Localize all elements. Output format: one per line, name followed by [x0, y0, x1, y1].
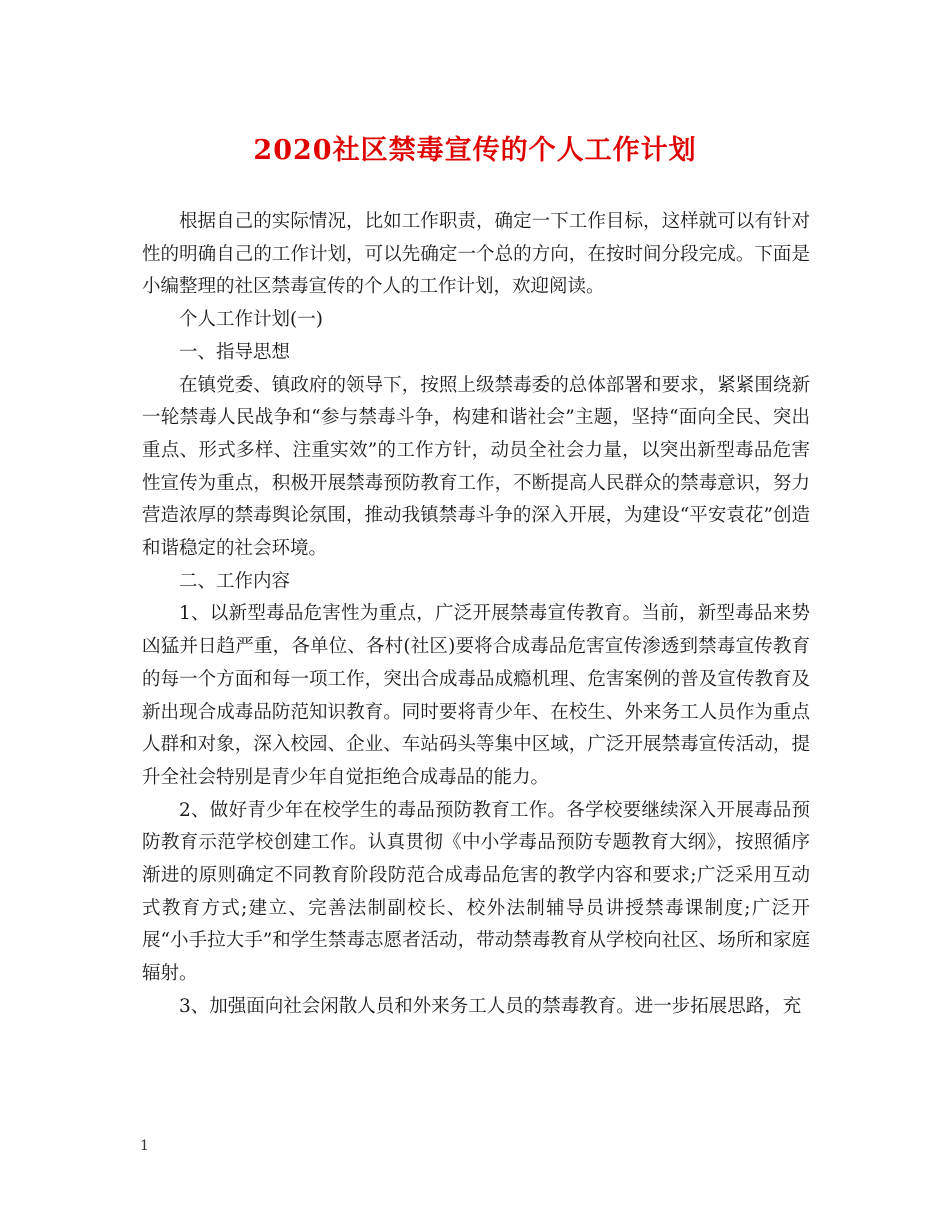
work-content-item-3: 3、加强面向社会闲散人员和外来务工人员的禁毒教育。进一步拓展思路，充 [179, 995, 802, 1017]
section-heading-plan-one: 个人工作计划(一) [179, 309, 323, 331]
section-heading-work-content: 二、工作内容 [179, 570, 291, 592]
guiding-thought-paragraph: 在镇党委、镇政府的领导下，按照上级禁毒委的总体部署和要求，紧紧围绕新一轮禁毒人民战争和“参与禁毒斗争，构建和谐社会”主题，坚持“面向全民、突出重点、形式多样、注重实效”的工作方针，动员全社会力量，以突出新型毒品危害性宣传为重点，积极开展禁毒预防教育工作，不断提高人民群众的禁毒意识，努力营造浓厚的禁毒舆论氛围，推动我镇禁毒斗争的深入开展，为建设“平安袁花”创造和谐稳定的社会环境。 [142, 374, 810, 560]
document-body [142, 206, 810, 1024]
work-content-item-2: 2、做好青少年在校学生的毒品预防教育工作。各学校要继续深入开展毒品预防教育示范学校创建工作。认真贯彻《中小学毒品预防专题教育大纲》，按照循序渐进的原则确定不同教育阶段防范合成毒品危害的教学内容和要求;广泛采用互动式教育方式;建立、完善法制副校长、校外法制辅导员讲授禁毒课制度;广泛开展“小手拉大手”和学生禁毒志愿者活动，带动禁毒教育从学校向社区、场所和家庭辐射。 [142, 799, 810, 985]
document-title: 2020社区禁毒宣传的个人工作计划 [253, 135, 697, 166]
work-content-item-1: 1、以新型毒品危害性为重点，广泛开展禁毒宣传教育。当前，新型毒品来势凶猛并日趋严重，各单位、各村(社区)要将合成毒品危害宣传渗透到禁毒宣传教育的每一个方面和每一项工作，突出合成毒品成瘾机理、危害案例的普及宣传教育及新出现合成毒品防范知识教育。同时要将青少年、在校生、外来务工人员作为重点人群和对象，深入校园、企业、车站码头等集中区域，广泛开展禁毒宣传活动，提升全社会特别是青少年自觉拒绝合成毒品的能力。 [142, 603, 810, 788]
page-number: 1 [140, 1138, 149, 1154]
section-heading-guiding-thought: 一、指导思想 [179, 341, 291, 363]
intro-paragraph: 根据自己的实际情况，比如工作职责，确定一下工作目标，这样就可以有针对性的明确自己的工作计划，可以先确定一个总的方向，在按时间分段完成。下面是小编整理的社区禁毒宣传的个人的工作计划，欢迎阅读。 [142, 211, 810, 298]
